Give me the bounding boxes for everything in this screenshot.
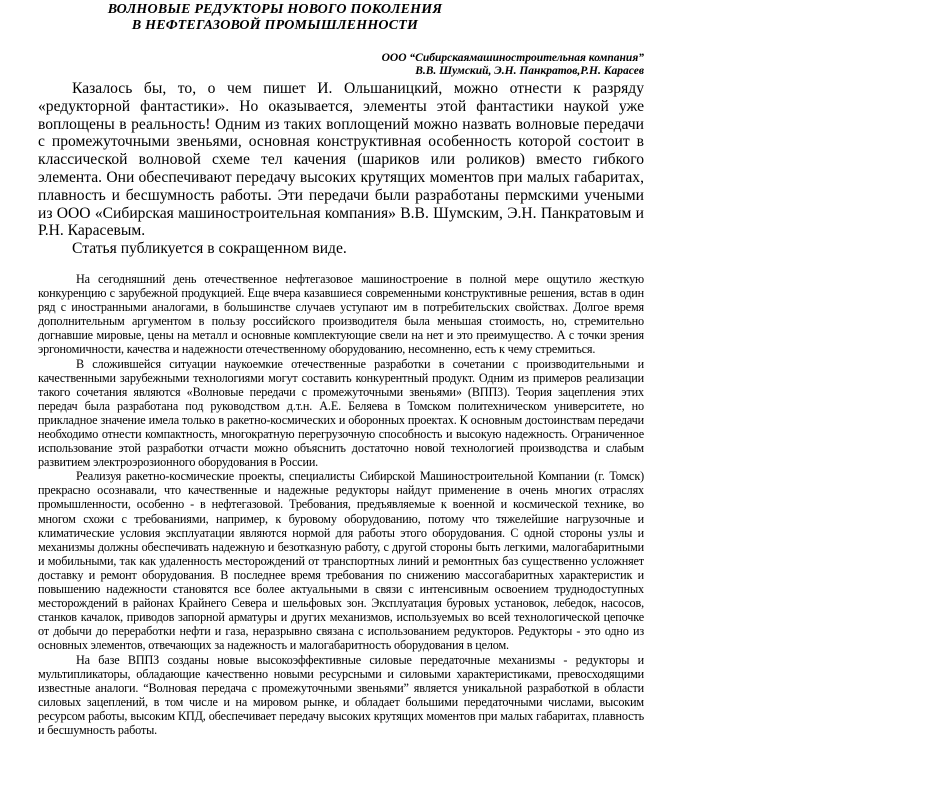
intro-paragraph: Казалось бы, то, о чем пишет И. Ольшаницкий, можно отнести к разряду «редукторной фантастики». Но оказывается, элементы этой фантастики наукой уже воплощены в реальность! Одним из таких воплощений можно назвать волновые передачи с промежуточными звеньями, основная конструктивная особенность которой состоит в классической волновой схеме тел качения (шариков или роликов) вместо гибкого элемента. Они обеспечивают передачу высоких крутящих моментов при малых габаритах, плавность и бесшумность работы. Эти передачи были разработаны пермскими учеными из ООО «Сибирская машиностроительная компания» В.В. Шумским, Э.Н. Панкратовым и Р.Н. Карасевым. — [38, 80, 644, 240]
authors: В.В. Шумский, Э.Н. Панкратов,Р.Н. Карасев — [415, 65, 644, 77]
body-paragraph: На базе ВППЗ созданы новые высокоэффективные силовые передаточные механизмы - редукторы и мультипликаторы, обладающие качественно новыми ресурсными и силовыми характеристиками, превосходящими известные аналоги. “Волновая передача с промежуточными звеньями” является уникальной разработкой в области силовых зацеплений, в том числе и на мировом рынке, и обладает большими передаточными числами, высоким ресурсом работы, высоким КПД, обеспечивает передачу высоких крутящих моментов при малых габаритах, плавность и бесшумность работы. — [38, 652, 644, 737]
title-line-2: В НЕФТЕГАЗОВОЙ ПРОМЫШЛЕННОСТИ — [131, 18, 419, 33]
body-paragraph: На сегодняшний день отечественное нефтегазовое машиностроение в полной мере ощутило жесткую конкуренцию с зарубежной продукцией. Еще вчера казавшиеся современными конструктивные решения, встав в один ряд с иностранными аналогами, в большинстве случаев уступают им в потребительских свойствах. Долгое время дополнительным аргументом в пользу российского производителя была меньшая стоимость, но, стремительно догнавшие мировые, цены на металл и основные комплектующие свели на нет и это преимущество. А с точки зрения эргономичности, качества и надежности отечественному оборудованию, несомненно, есть к чему стремиться. — [38, 271, 644, 357]
intro-note: Статья публикуется в сокращенном виде. — [72, 240, 347, 258]
body-paragraph: Реализуя ракетно-космические проекты, специалисты Сибирской Машиностроительной Компании (г. Томск) прекрасно осознавали, что качественные и надежные редукторы найдут применение в очень многих отраслях промышленности, особенно - в нефтегазовой. Требования, предъявляемые к военной и космической технике, во многом схожи с требованиями, например, к буровому оборудованию, потому что тяжелейшие нагрузочные и климатические условия эксплуатации являются нормой для работы этого оборудования. С одной стороны узлы и механизмы должны обеспечивать надежную и безотказную работу, с другой стороны быть легкими, малогабаритными и мобильными, так как удаленность месторождений от транспортных линий и ремонтных баз существенно усложняет доставку и ремонт оборудования. В последнее время требования по снижению массогабаритных характеристик и повышению надежности становятся все более актуальными в связи с интенсивным освоением труднодоступных месторождений в районах Крайнего Севера и шельфовых зон. Эксплуатация буровых установок, лебедок, насосов, станков качалок, приводов запорной арматуры и других механизмов, используемых во всей технологической цепочке от добычи до переработки нефти и газа, неразрывно связана с использованием редукторов. Редукторы - это одно из основных элементов, отвечающих за надежность и малогабаритность оборудования в целом. — [38, 469, 644, 653]
article — [38, 2, 644, 737]
title-line-1: ВОЛНОВЫЕ РЕДУКТОРЫ НОВОГО ПОКОЛЕНИЯ — [107, 2, 443, 17]
company-name: ООО “Сибирскаямашиностроительная компания” — [381, 52, 644, 64]
affiliation-block — [38, 52, 644, 78]
intro-section — [38, 80, 644, 258]
body-paragraph: В сложившейся ситуации наукоемкие отечественные разработки в сочетании с производительными и качественными зарубежными технологиями могут составить конкурентный продукт. Одним из примеров реализации такого сочетания являются «Волновые передачи с промежуточными звеньями» (ВППЗ). Теория зацепления этих передач была разработана под руководством д.т.н. А.Е. Беляева в Томском политехническом университете, но прикладное значение имела только в ракетно-космических и оборонных проектах. К основным достоинствам передачи необходимо отнести компактность, многократную перегрузочную способность и высокую надежность. Ограниченное использование этой разработки отчасти можно объяснить достаточно новой технологией производства и слабым развитием электроэрозионного оборудования в России. — [38, 356, 644, 470]
article-title — [0, 2, 578, 34]
body-section — [38, 272, 644, 737]
